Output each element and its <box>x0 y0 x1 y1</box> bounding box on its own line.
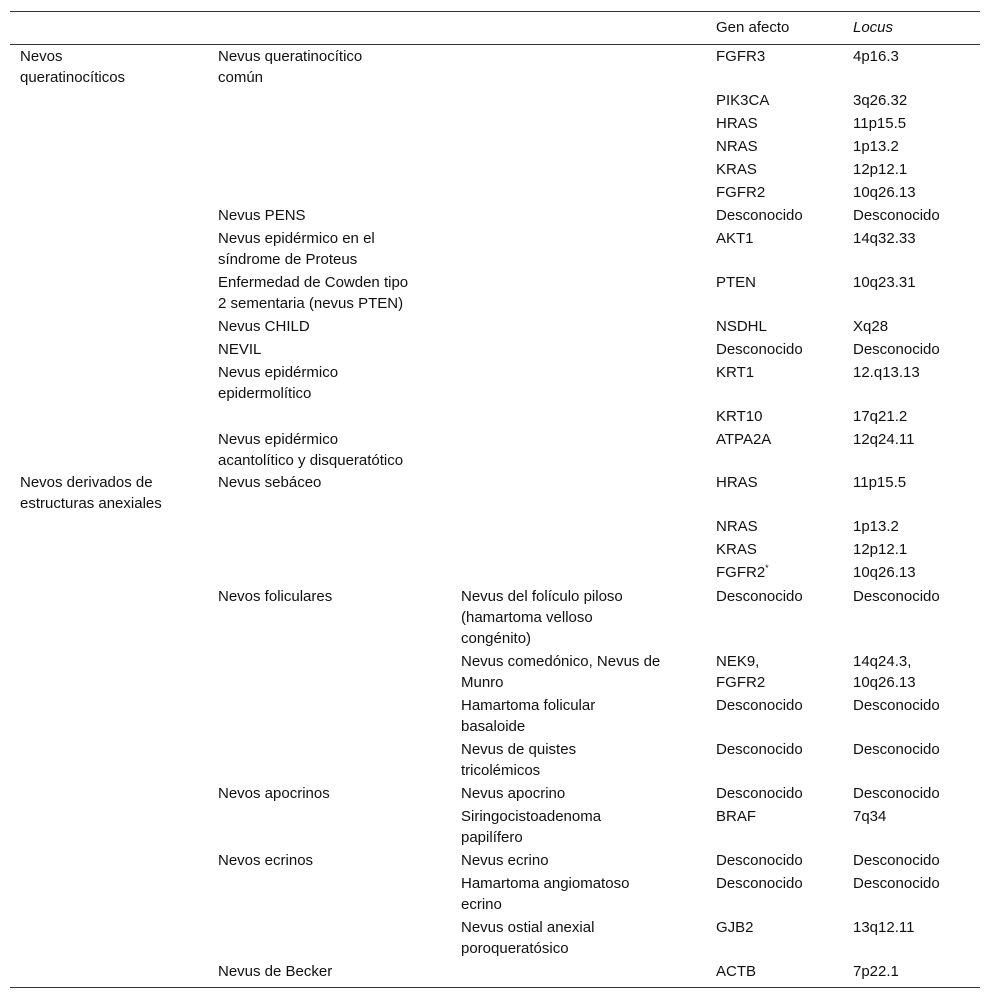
gene-cell: KRAS <box>716 541 757 558</box>
gene-name: FGFR2 <box>716 564 766 581</box>
gene-cell: NRAS <box>716 138 758 155</box>
nevus-subtype: Hamartoma folicular basaloide <box>461 697 596 735</box>
gene-cell: Desconocido <box>716 852 803 869</box>
header-gene: Gen afecto <box>716 19 790 36</box>
nevus-type: Nevos foliculares <box>218 588 333 605</box>
locus-cell: 12p12.1 <box>853 161 908 178</box>
locus-cell: 11p15.5 <box>853 115 907 132</box>
gene-cell: Desconocido <box>716 741 803 758</box>
gene-cell: ACTB <box>716 963 757 980</box>
locus-cell: 12p12.1 <box>853 541 908 558</box>
locus-cell: Desconocido <box>853 785 940 802</box>
gene-cell: KRT1 <box>716 364 755 381</box>
nevus-subtype: Hamartoma angiomatoso ecrino <box>461 875 630 913</box>
gene-cell: HRAS <box>716 474 758 491</box>
gene-cell: Desconocido <box>716 697 803 714</box>
nevus-type: Enfermedad de Cowden tipo 2 sementaria (nevus PTEN) <box>218 274 409 312</box>
locus-cell: Desconocido <box>853 697 940 714</box>
header-rule <box>10 44 980 45</box>
locus-cell: 12q24.11 <box>853 431 915 448</box>
nevus-type: Nevus PENS <box>218 207 306 224</box>
locus-cell: 10q23.31 <box>853 274 916 291</box>
gene-cell: KRT10 <box>716 408 763 425</box>
gene-cell: Desconocido <box>716 341 803 358</box>
locus-cell: Desconocido <box>853 341 940 358</box>
locus-cell: Desconocido <box>853 207 940 224</box>
locus-cell: Desconocido <box>853 588 940 605</box>
gene-cell: FGFR2 <box>716 184 766 201</box>
gene-cell: HRAS <box>716 115 758 132</box>
locus-cell: 4p16.3 <box>853 48 899 65</box>
gene-cell: Desconocido <box>716 785 803 802</box>
table-bottom-rule <box>10 987 980 988</box>
nevus-type: Nevus epidérmico acantolítico y disqueratótico <box>218 431 404 469</box>
locus-cell: 1p13.2 <box>853 518 899 535</box>
locus-cell: 1p13.2 <box>853 138 899 155</box>
footnote-marker: * <box>765 563 769 573</box>
section-queratinociticos-label: Nevos queratinocíticos <box>20 48 126 86</box>
nevus-type: NEVIL <box>218 341 262 358</box>
nevus-subtype: Siringocistoadenoma papilífero <box>461 808 602 846</box>
nevus-type: Nevus epidérmico epidermolítico <box>218 364 339 402</box>
section-anexiales-label: Nevos derivados de estructuras anexiales <box>20 474 162 512</box>
gene-cell: BRAF <box>716 808 757 825</box>
locus-cell: 10q26.13 <box>853 564 916 581</box>
gene-cell: ATPA2A <box>716 431 772 448</box>
locus-cell: 11p15.5 <box>853 474 907 491</box>
nevus-type: Nevus queratinocítico común <box>218 48 363 86</box>
locus-cell: Xq28 <box>853 318 889 335</box>
nevus-type: Nevus CHILD <box>218 318 310 335</box>
locus-cell: 12.q13.13 <box>853 364 920 381</box>
locus-cell: 14q32.33 <box>853 230 916 247</box>
nevus-type: Nevus sebáceo <box>218 474 322 491</box>
gene-cell: Desconocido <box>716 588 803 605</box>
locus-cell: 13q12.11 <box>853 919 915 936</box>
locus-cell: Desconocido <box>853 741 940 758</box>
gene-cell: NRAS <box>716 518 758 535</box>
gene-cell: NSDHL <box>716 318 767 335</box>
locus-cell: 14q24.3, 10q26.13 <box>853 653 916 691</box>
gene-cell: AKT1 <box>716 230 754 247</box>
locus-cell: Desconocido <box>853 852 940 869</box>
nevus-subtype: Nevus de quistes tricolémicos <box>461 741 577 779</box>
gene-cell: PTEN <box>716 274 757 291</box>
locus-cell: Desconocido <box>853 875 940 892</box>
locus-cell: 17q21.2 <box>853 408 908 425</box>
gene-cell: GJB2 <box>716 919 754 936</box>
locus-cell: 10q26.13 <box>853 184 916 201</box>
gene-cell: KRAS <box>716 161 757 178</box>
nevus-type: Nevos apocrinos <box>218 785 330 802</box>
nevus-subtype: Nevus ecrino <box>461 852 549 869</box>
locus-cell: 3q26.32 <box>853 92 908 109</box>
nevus-subtype: Nevus del folículo piloso (hamartoma velloso congénito) <box>461 588 623 647</box>
header-locus: Locus <box>853 19 894 36</box>
gene-cell: NEK9, FGFR2 <box>716 653 766 691</box>
nevus-subtype: Nevus apocrino <box>461 785 566 802</box>
nevus-subtype: Nevus comedónico, Nevus de Munro <box>461 653 661 691</box>
table-top-rule <box>10 11 980 12</box>
gene-cell: Desconocido <box>716 207 803 224</box>
locus-cell: 7p22.1 <box>853 963 899 980</box>
gene-cell <box>716 562 841 583</box>
nevus-type: Nevos ecrinos <box>218 852 314 869</box>
nevus-type: Nevus epidérmico en el síndrome de Proteus <box>218 230 375 268</box>
gene-cell: FGFR3 <box>716 48 766 65</box>
gene-cell: Desconocido <box>716 875 803 892</box>
nevus-type: Nevus de Becker <box>218 963 333 980</box>
nevus-subtype: Nevus ostial anexial poroqueratósico <box>461 919 595 957</box>
locus-cell: 7q34 <box>853 808 887 825</box>
gene-cell: PIK3CA <box>716 92 770 109</box>
